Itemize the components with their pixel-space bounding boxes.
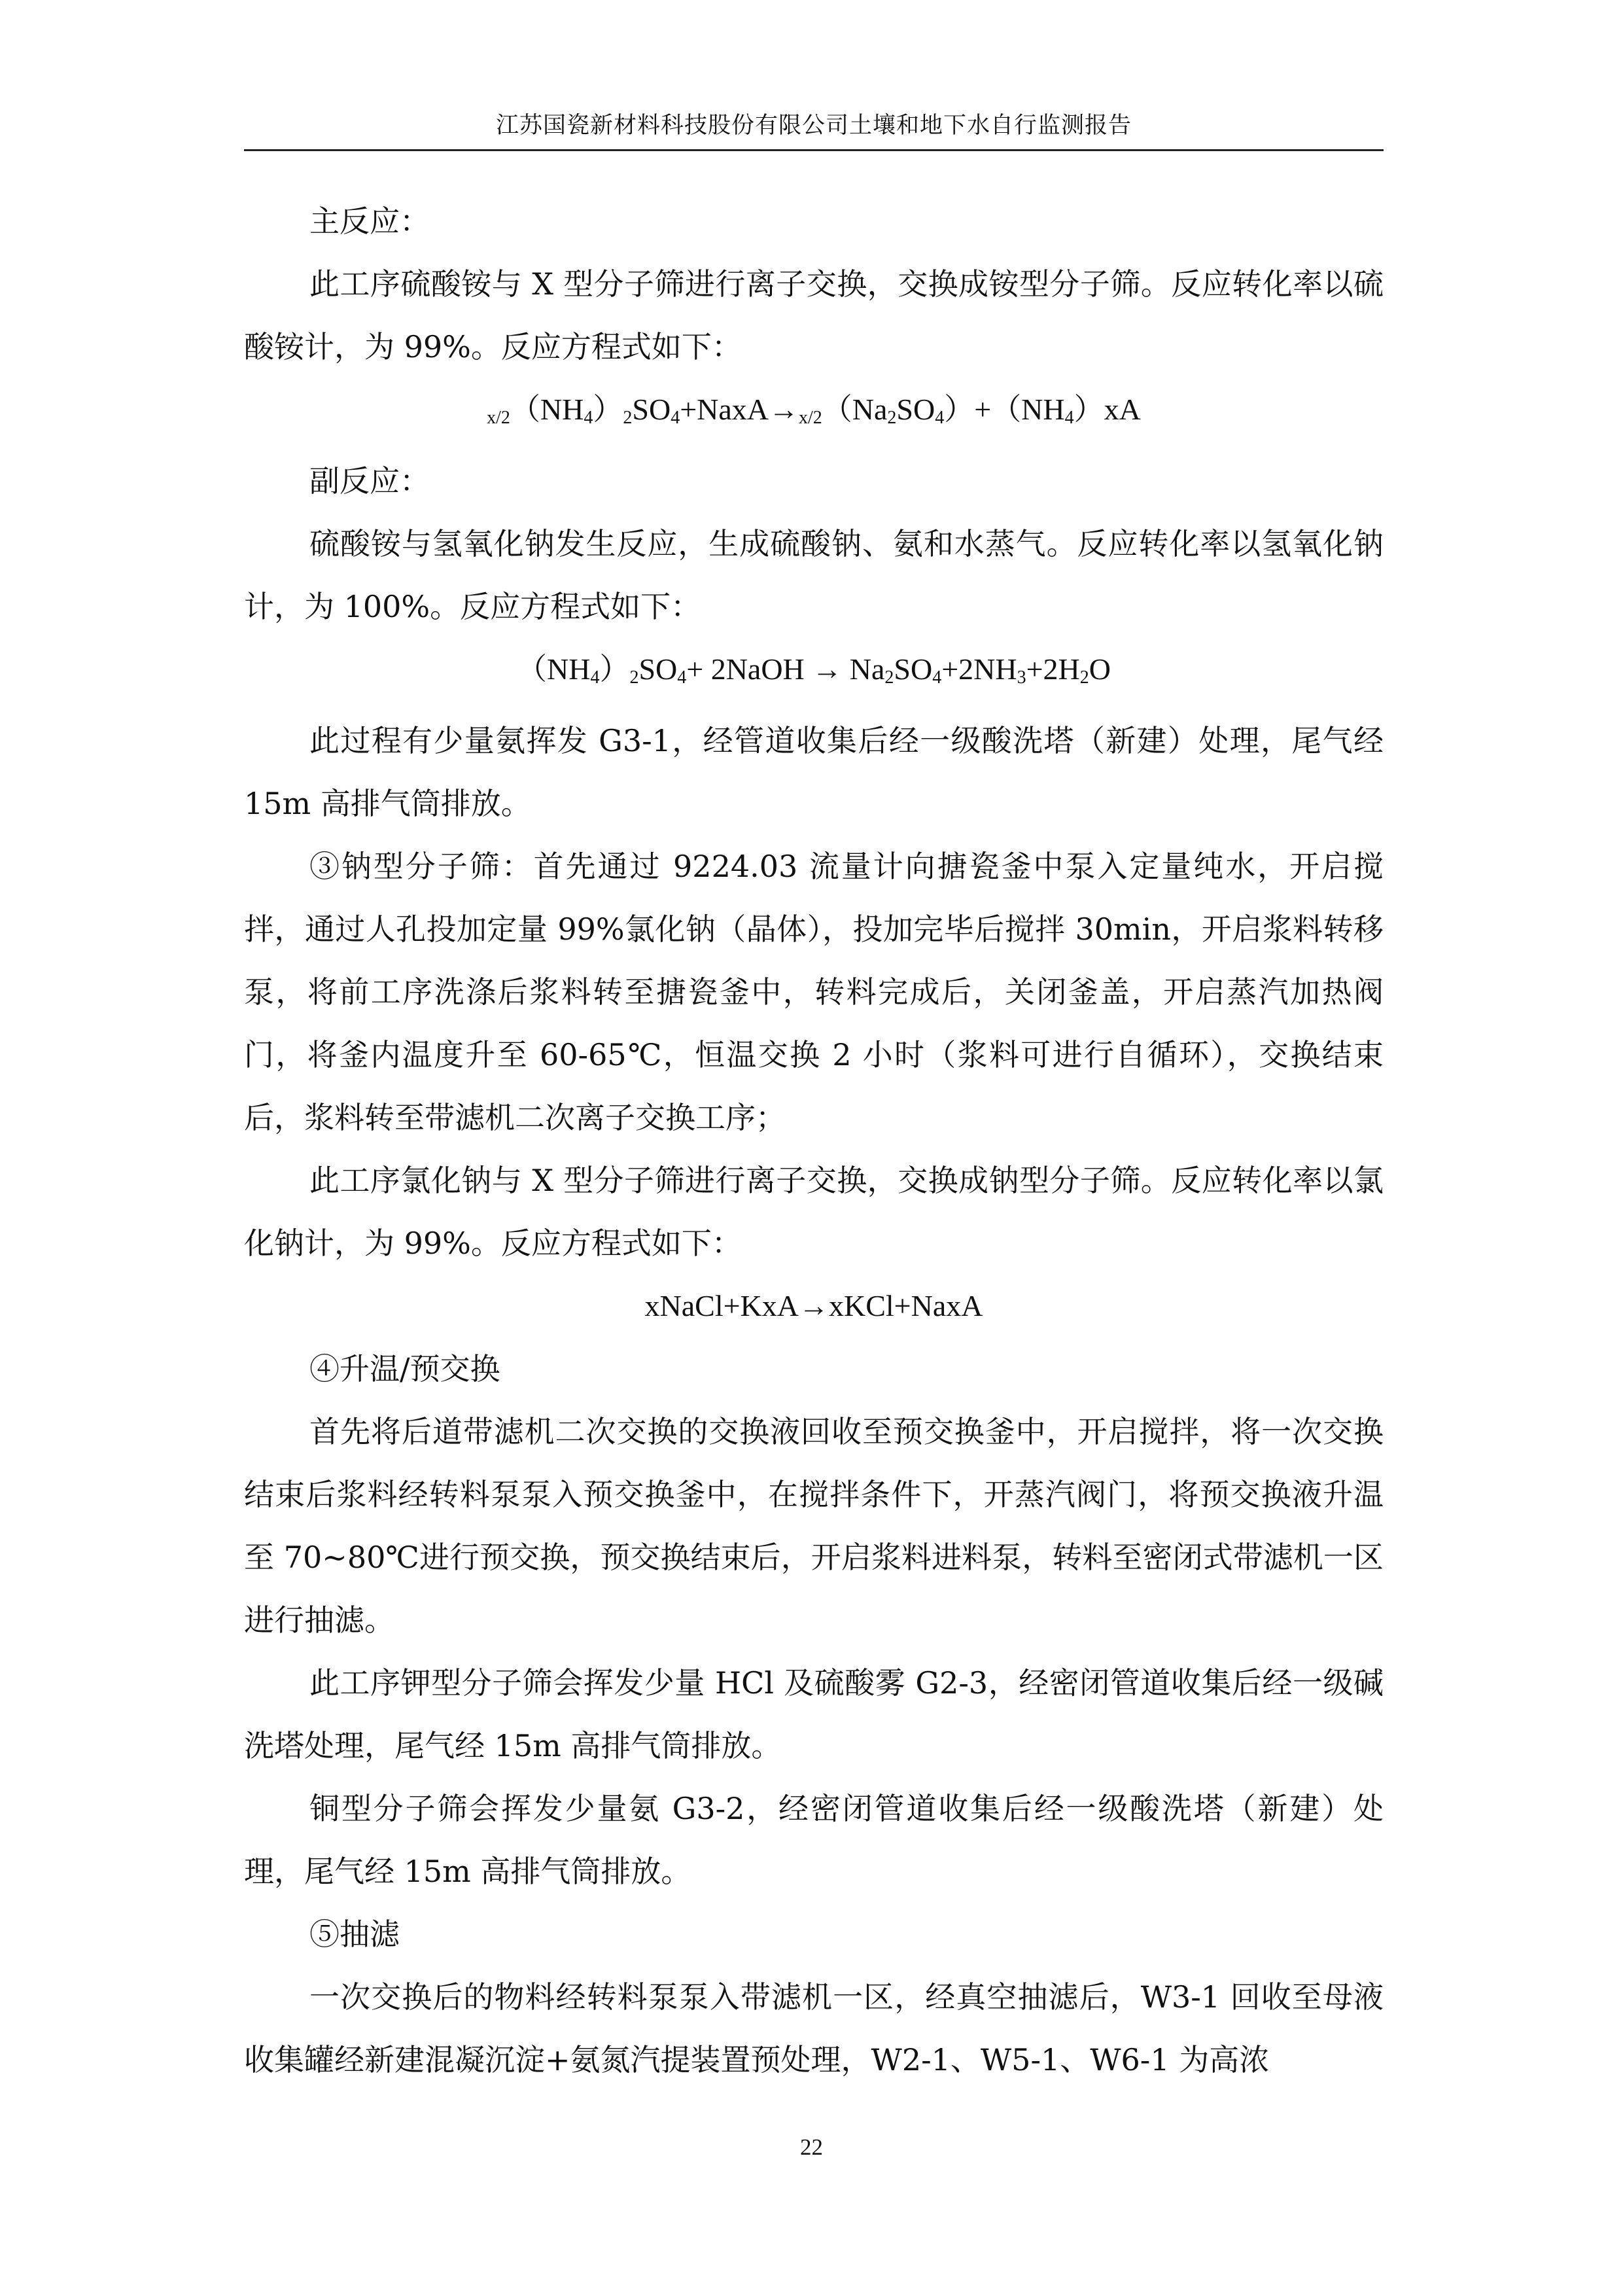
equation-ammonium-exchange: $x/2(NH_4)_2SO_4+NaxA\to x/2(Na_2SO_4)+(NH_4)xA$ bbox=[487, 393, 1141, 428]
equation-sodium-exchange: xNaCl+KxA→xKCl+NaxA bbox=[644, 1289, 983, 1322]
paragraph-filtration: 一次交换后的物料经转料泵泵入带滤机一区，经真空抽滤后，W3-1 回收至母液收集罐经新建混凝沉淀+氨氮汽提装置预处理，W2-1、W5-1、W6-1 为高浓 bbox=[244, 1979, 1384, 2077]
equation-side-reaction: $(NH_4)_2SO_4+$ 2NaOH → $Na_2SO_4+2NH_3+2H_2O$ bbox=[516, 652, 1111, 688]
paragraph-sodium-sieve: ③钠型分子筛：首先通过 9224.03 流量计向搪瓷釜中泵入定量纯水，开启搅拌，通过人孔投加定量 99%氯化钠（晶体），投加完毕后搅拌 30min，开启浆料转移泵，将前工序洗涤后浆料转至搪瓷釜中，转料完成后，关闭釜盖，开启蒸汽加热阀门，将釜内温度升至 60-65℃，恒温交换 2 小时（浆料可进行自循环），交换结束后，浆料转至带滤机二次离子交换工序； bbox=[244, 849, 1384, 1135]
page-number: 22 bbox=[800, 2134, 823, 2160]
page-header-title: 江苏国瓷新材料科技股份有限公司土壤和地下水自行监测报告 bbox=[495, 113, 1132, 139]
paragraph-copper-emission: 铜型分子筛会挥发少量氨 G3-2，经密闭管道收集后经一级酸洗塔（新建）处理，尾气经 15m 高排气筒排放。 bbox=[244, 1791, 1384, 1889]
header-divider bbox=[244, 149, 1384, 151]
paragraph-side-reaction: 硫酸铵与氢氧化钠发生反应，生成硫酸钠、氨和水蒸气。反应转化率以氢氧化钠计，为 100%。反应方程式如下： bbox=[244, 526, 1384, 624]
paragraph-main-reaction-heading: 主反应： bbox=[309, 203, 430, 239]
paragraph-filtration-heading: ⑤抽滤 bbox=[309, 1916, 400, 1952]
paragraph-ammonia-emission: 此过程有少量氨挥发 G3-1，经管道收集后经一级酸洗塔（新建）处理，尾气经 15m 高排气筒排放。 bbox=[244, 723, 1384, 821]
paragraph-potassium-emission: 此工序钾型分子筛会挥发少量 HCl 及硫酸雾 G2-3，经密闭管道收集后经一级碱洗塔处理，尾气经 15m 高排气筒排放。 bbox=[244, 1665, 1384, 1763]
paragraph-ammonium-exchange: 此工序硫酸铵与 X 型分子筛进行离子交换，交换成铵型分子筛。反应转化率以硫酸铵计，为 99%。反应方程式如下： bbox=[244, 266, 1384, 364]
paragraph-preexchange: 首先将后道带滤机二次交换的交换液回收至预交换釜中，开启搅拌，将一次交换结束后浆料经转料泵泵入预交换釜中，在搅拌条件下，开蒸汽阀门，将预交换液升温至 70~80℃进行预交换，预交换结束后，开启浆料进料泵，转料至密闭式带滤机一区进行抽滤。 bbox=[244, 1414, 1384, 1638]
document-body bbox=[244, 190, 1384, 2091]
paragraph-preexchange-heading: ④升温/预交换 bbox=[309, 1351, 500, 1386]
paragraph-sodium-exchange: 此工序氯化钠与 X 型分子筛进行离子交换，交换成钠型分子筛。反应转化率以氯化钠计，为 99%。反应方程式如下： bbox=[244, 1163, 1384, 1261]
paragraph-side-reaction-heading: 副反应： bbox=[309, 463, 430, 499]
